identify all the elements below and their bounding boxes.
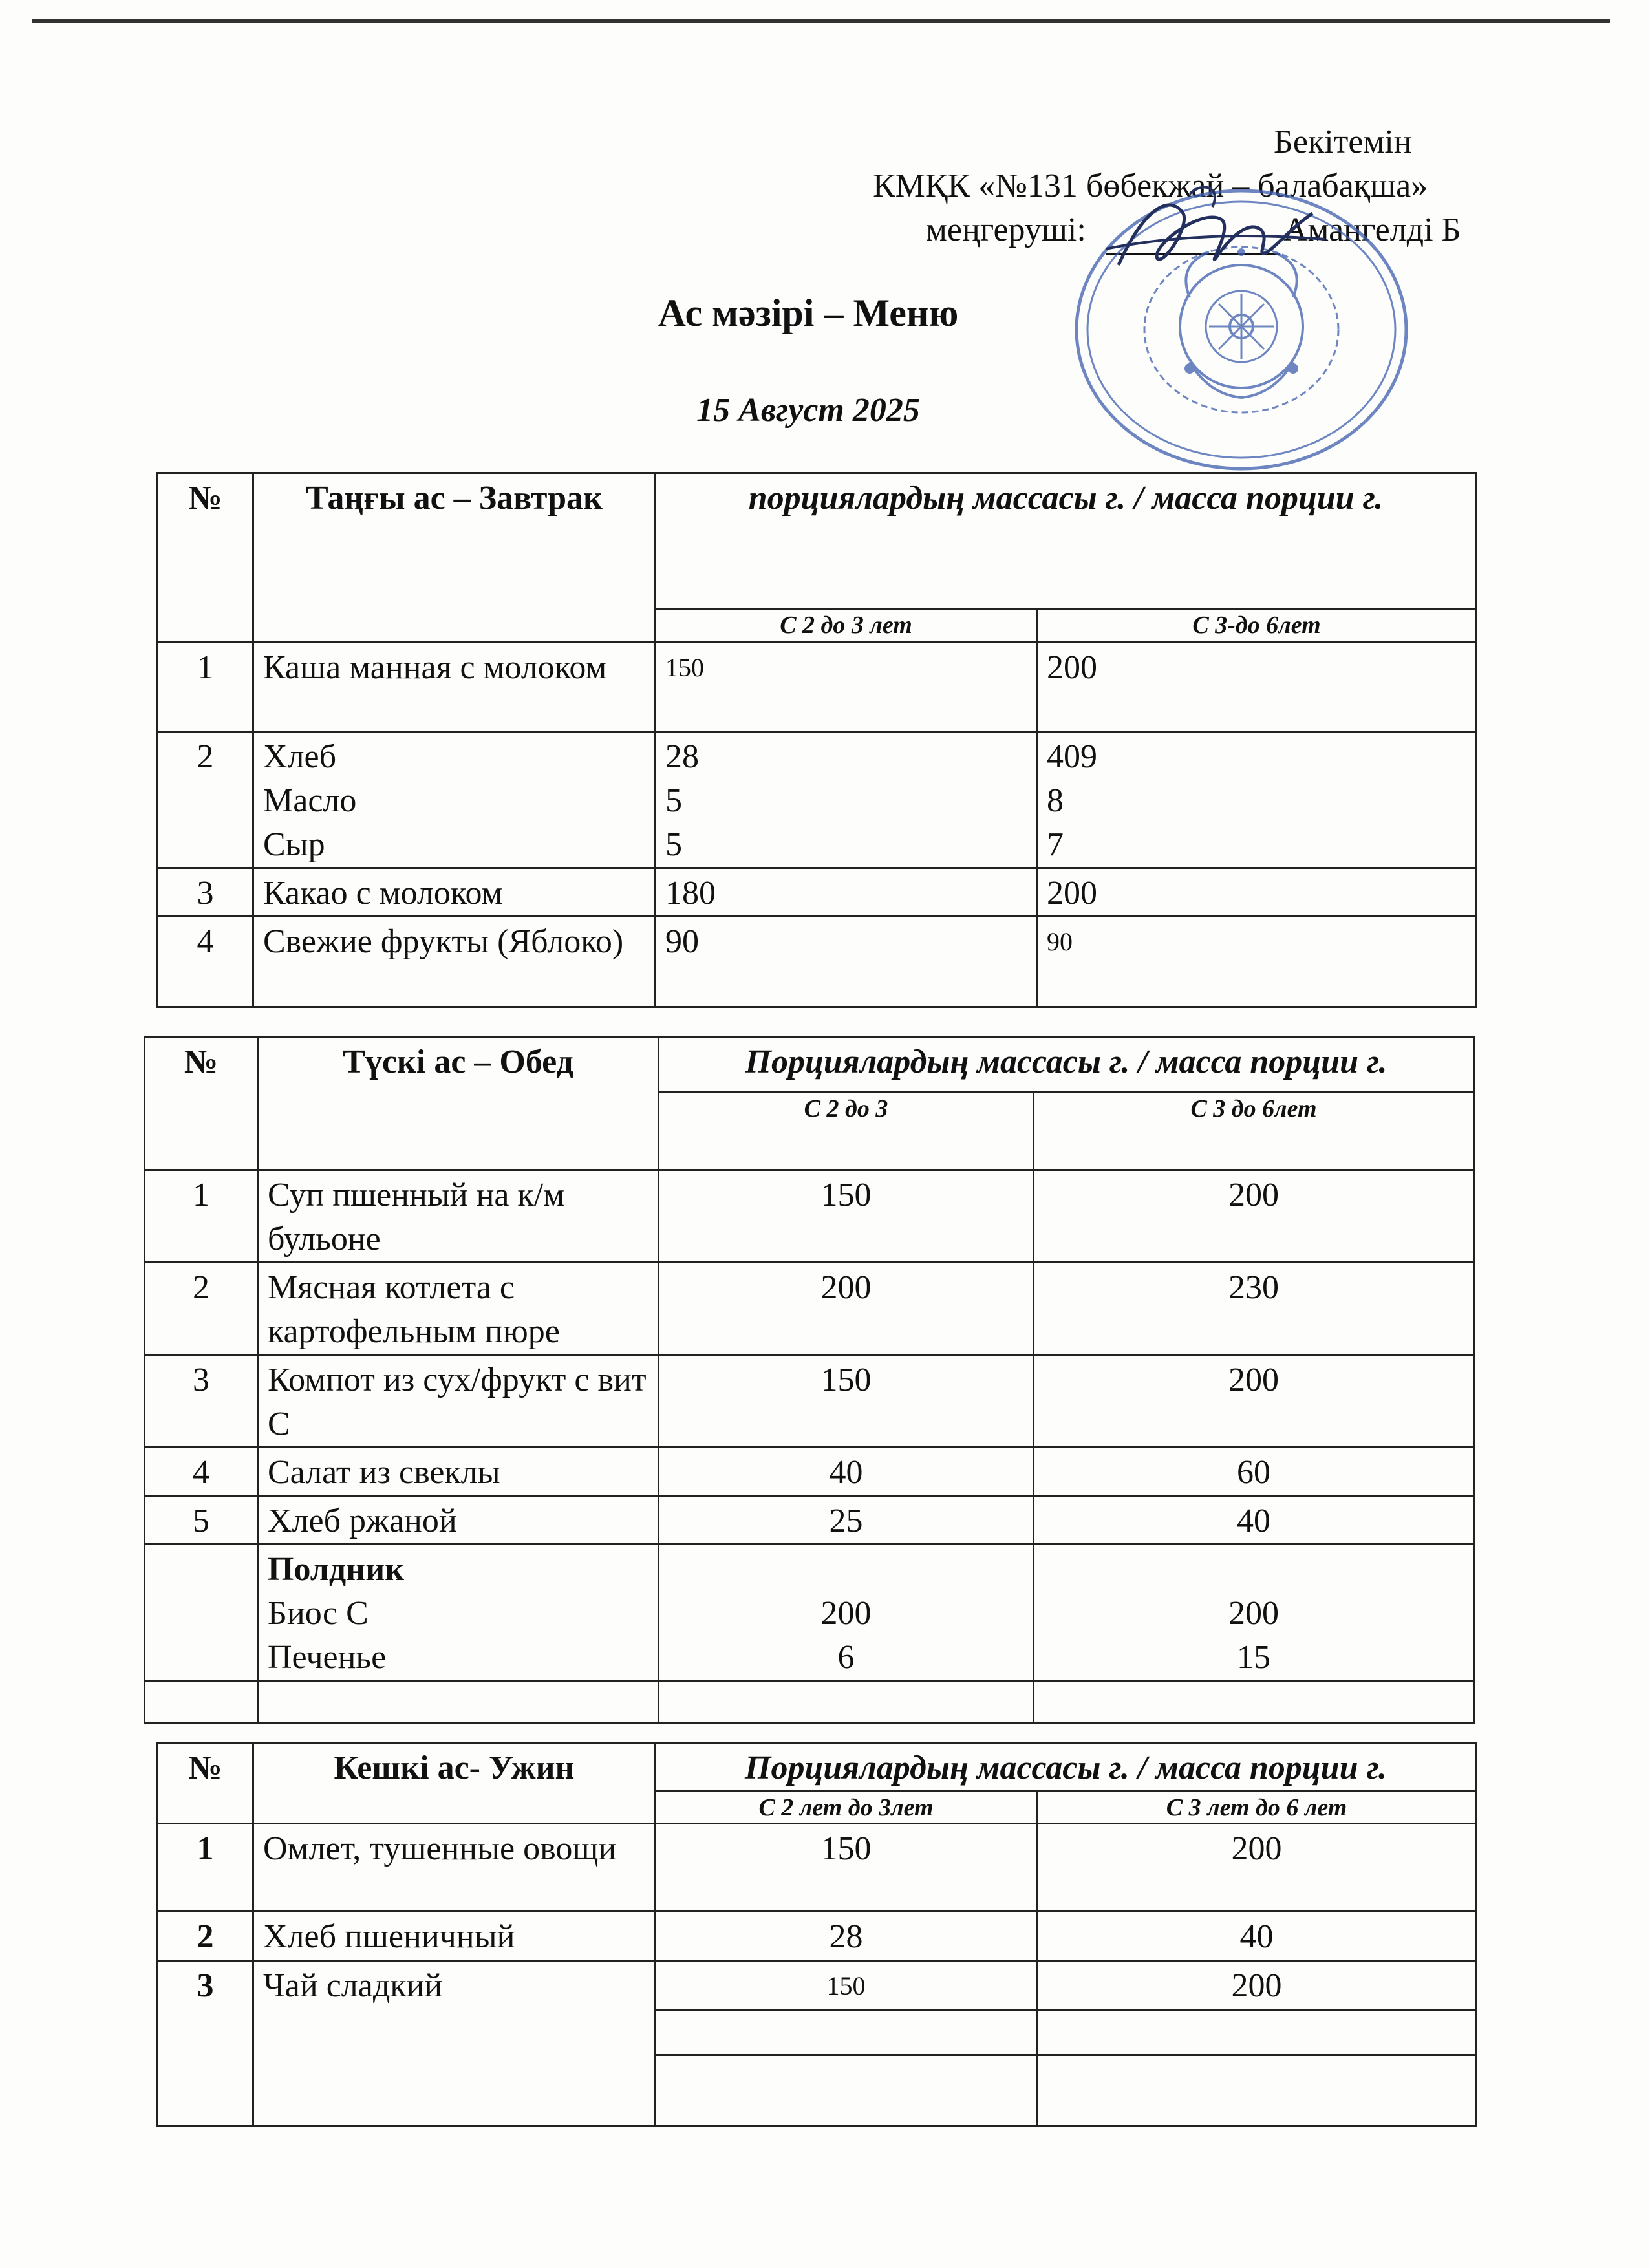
dinner-table <box>156 1742 1477 2127</box>
dish-name: Хлеб ржаной <box>258 1496 659 1545</box>
mass-age-2-3: 150 <box>656 1824 1037 1912</box>
mass-age-2-3: 180 <box>656 868 1037 917</box>
dish-name: Свежие фрукты (Яблоко) <box>253 917 656 1007</box>
row-number: 3 <box>158 868 253 917</box>
mass-age-2-3: 28 <box>656 1912 1037 1961</box>
breakfast-table <box>156 472 1477 1008</box>
mass-age-2-3: 150 <box>656 1961 1037 2010</box>
approval-position: меңгеруші: <box>926 211 1086 248</box>
mass-age-2-3: 150 <box>656 643 1037 732</box>
row-number: 3 <box>158 1961 253 2126</box>
mass-age-3-6: 200 <box>1228 1595 1279 1632</box>
dish-name: Масло <box>263 782 357 819</box>
snack-mass-age-2-3 <box>659 1545 1034 1681</box>
snack-item: Печенье <box>268 1639 387 1676</box>
mass-age-2-3: 200 <box>659 1263 1034 1355</box>
dish-name: Хлеб пшеничный <box>253 1912 656 1961</box>
col-header-lunch: Түскі ас – Обед <box>258 1037 659 1170</box>
mass-age-3-6: 409 <box>1047 738 1097 775</box>
row-number: 4 <box>145 1448 258 1496</box>
table-row <box>158 1912 1477 1961</box>
row-number: 5 <box>145 1496 258 1545</box>
dish-name: Сыр <box>263 826 325 863</box>
col-header-number: № <box>158 1743 253 1824</box>
dish-name: Каша манная с молоком <box>253 643 656 732</box>
dish-name: Омлет, тушенные овощи <box>253 1824 656 1912</box>
mass-age-3-6: 15 <box>1237 1639 1270 1676</box>
col-header-mass: порциялардың массасы г. / масса порции г. <box>656 473 1477 609</box>
mass-age-2-3: 6 <box>837 1639 855 1676</box>
mass-age-3-6: 200 <box>1037 868 1477 917</box>
row-number: 2 <box>145 1263 258 1355</box>
dish-name: Какао с молоком <box>253 868 656 917</box>
mass-age-3-6: 200 <box>1037 1961 1477 2010</box>
row-number-empty <box>145 1545 258 1681</box>
approval-organization: КМҚК «№131 бөбекжай – балабақша» <box>873 167 1428 204</box>
sub-header-age-2-3: С 2 лет до 3лет <box>656 1792 1037 1824</box>
mass-age-2-3: 5 <box>665 782 682 819</box>
mass-age-2-3: 25 <box>659 1496 1034 1545</box>
sub-header-age-2-3: С 2 до 3 лет <box>656 609 1037 643</box>
snack-item: Биос С <box>268 1595 369 1632</box>
table-row <box>145 1496 1474 1545</box>
mass-age-3-6: 230 <box>1034 1263 1474 1355</box>
mass-age-2-3: 90 <box>656 917 1037 1007</box>
page-title: Ас мәзірі – Меню <box>658 292 959 334</box>
sub-header-age-3-6: С 3 до 6лет <box>1034 1093 1474 1170</box>
mass-age-3-6: 200 <box>1037 1824 1477 1912</box>
sub-header-age-3-6: С 3-до 6лет <box>1037 609 1477 643</box>
snack-title: Полдник <box>268 1551 405 1588</box>
row-number: 2 <box>158 732 253 868</box>
menu-date: 15 Август 2025 <box>696 392 920 429</box>
table-row <box>145 1448 1474 1496</box>
mass-age-2-3: 40 <box>659 1448 1034 1496</box>
snack-mass-age-3-6 <box>1034 1545 1474 1681</box>
mass-age-3-6: 8 <box>1047 782 1064 819</box>
table-row <box>158 732 1477 868</box>
mass-age-3-6: 60 <box>1034 1448 1474 1496</box>
approval-title: Бекітемін <box>1274 123 1412 160</box>
approval-name: Амангелді Б <box>1283 211 1461 248</box>
table-row <box>158 1961 1477 2010</box>
table-row <box>145 1263 1474 1355</box>
sub-header-age-2-3: С 2 до 3 <box>659 1093 1034 1170</box>
row-number: 1 <box>158 643 253 732</box>
col-header-number: № <box>145 1037 258 1170</box>
mass-age-3-6: 90 <box>1037 917 1477 1007</box>
mass-age-3-6: 40 <box>1034 1496 1474 1545</box>
snack-list <box>258 1545 659 1681</box>
table-row <box>145 1355 1474 1448</box>
dish-name-list <box>253 732 656 868</box>
dish-name: Хлеб <box>263 738 337 775</box>
table-row <box>158 868 1477 917</box>
table-row <box>158 917 1477 1007</box>
lunch-table <box>144 1036 1475 1724</box>
scan-edge-line <box>32 19 1610 23</box>
col-header-mass: Порциялардың массасы г. / масса порции г. <box>656 1743 1477 1792</box>
row-number: 1 <box>158 1824 253 1912</box>
dish-name: Салат из свеклы <box>258 1448 659 1496</box>
mass-age-2-3: 150 <box>659 1170 1034 1263</box>
dish-name: Суп пшенный на к/м бульоне <box>258 1170 659 1263</box>
mass-age-2-3: 5 <box>665 826 682 863</box>
mass-age-3-6: 200 <box>1034 1355 1474 1448</box>
col-header-mass: Порциялардың массасы г. / масса порции г. <box>659 1037 1474 1093</box>
dish-name: Чай сладкий <box>253 1961 656 2126</box>
row-number: 4 <box>158 917 253 1007</box>
dish-name: Компот из сух/фрукт с вит С <box>258 1355 659 1448</box>
table-row <box>145 1170 1474 1263</box>
snack-row <box>145 1545 1474 1681</box>
dish-name: Мясная котлета с картофельным пюре <box>258 1263 659 1355</box>
sub-header-age-3-6: С 3 лет до 6 лет <box>1037 1792 1477 1824</box>
mass-age-3-6: 40 <box>1037 1912 1477 1961</box>
row-number: 2 <box>158 1912 253 1961</box>
mass-age-3-6: 200 <box>1034 1170 1474 1263</box>
signature <box>1093 168 1338 297</box>
col-header-breakfast: Таңғы ас – Завтрак <box>253 473 656 643</box>
mass-age-3-6: 200 <box>1037 643 1477 732</box>
mass-age-2-3: 200 <box>820 1595 872 1632</box>
mass-age-2-3-list <box>656 732 1037 868</box>
col-header-number: № <box>158 473 253 643</box>
mass-age-2-3: 150 <box>659 1355 1034 1448</box>
mass-age-3-6-list <box>1037 732 1477 868</box>
table-row <box>158 643 1477 732</box>
row-number: 1 <box>145 1170 258 1263</box>
mass-age-2-3: 28 <box>665 738 699 775</box>
col-header-dinner: Кешкі ас- Ужин <box>253 1743 656 1824</box>
empty-row <box>145 1681 1474 1724</box>
mass-age-3-6: 7 <box>1047 826 1064 863</box>
row-number: 3 <box>145 1355 258 1448</box>
table-row <box>158 1824 1477 1912</box>
